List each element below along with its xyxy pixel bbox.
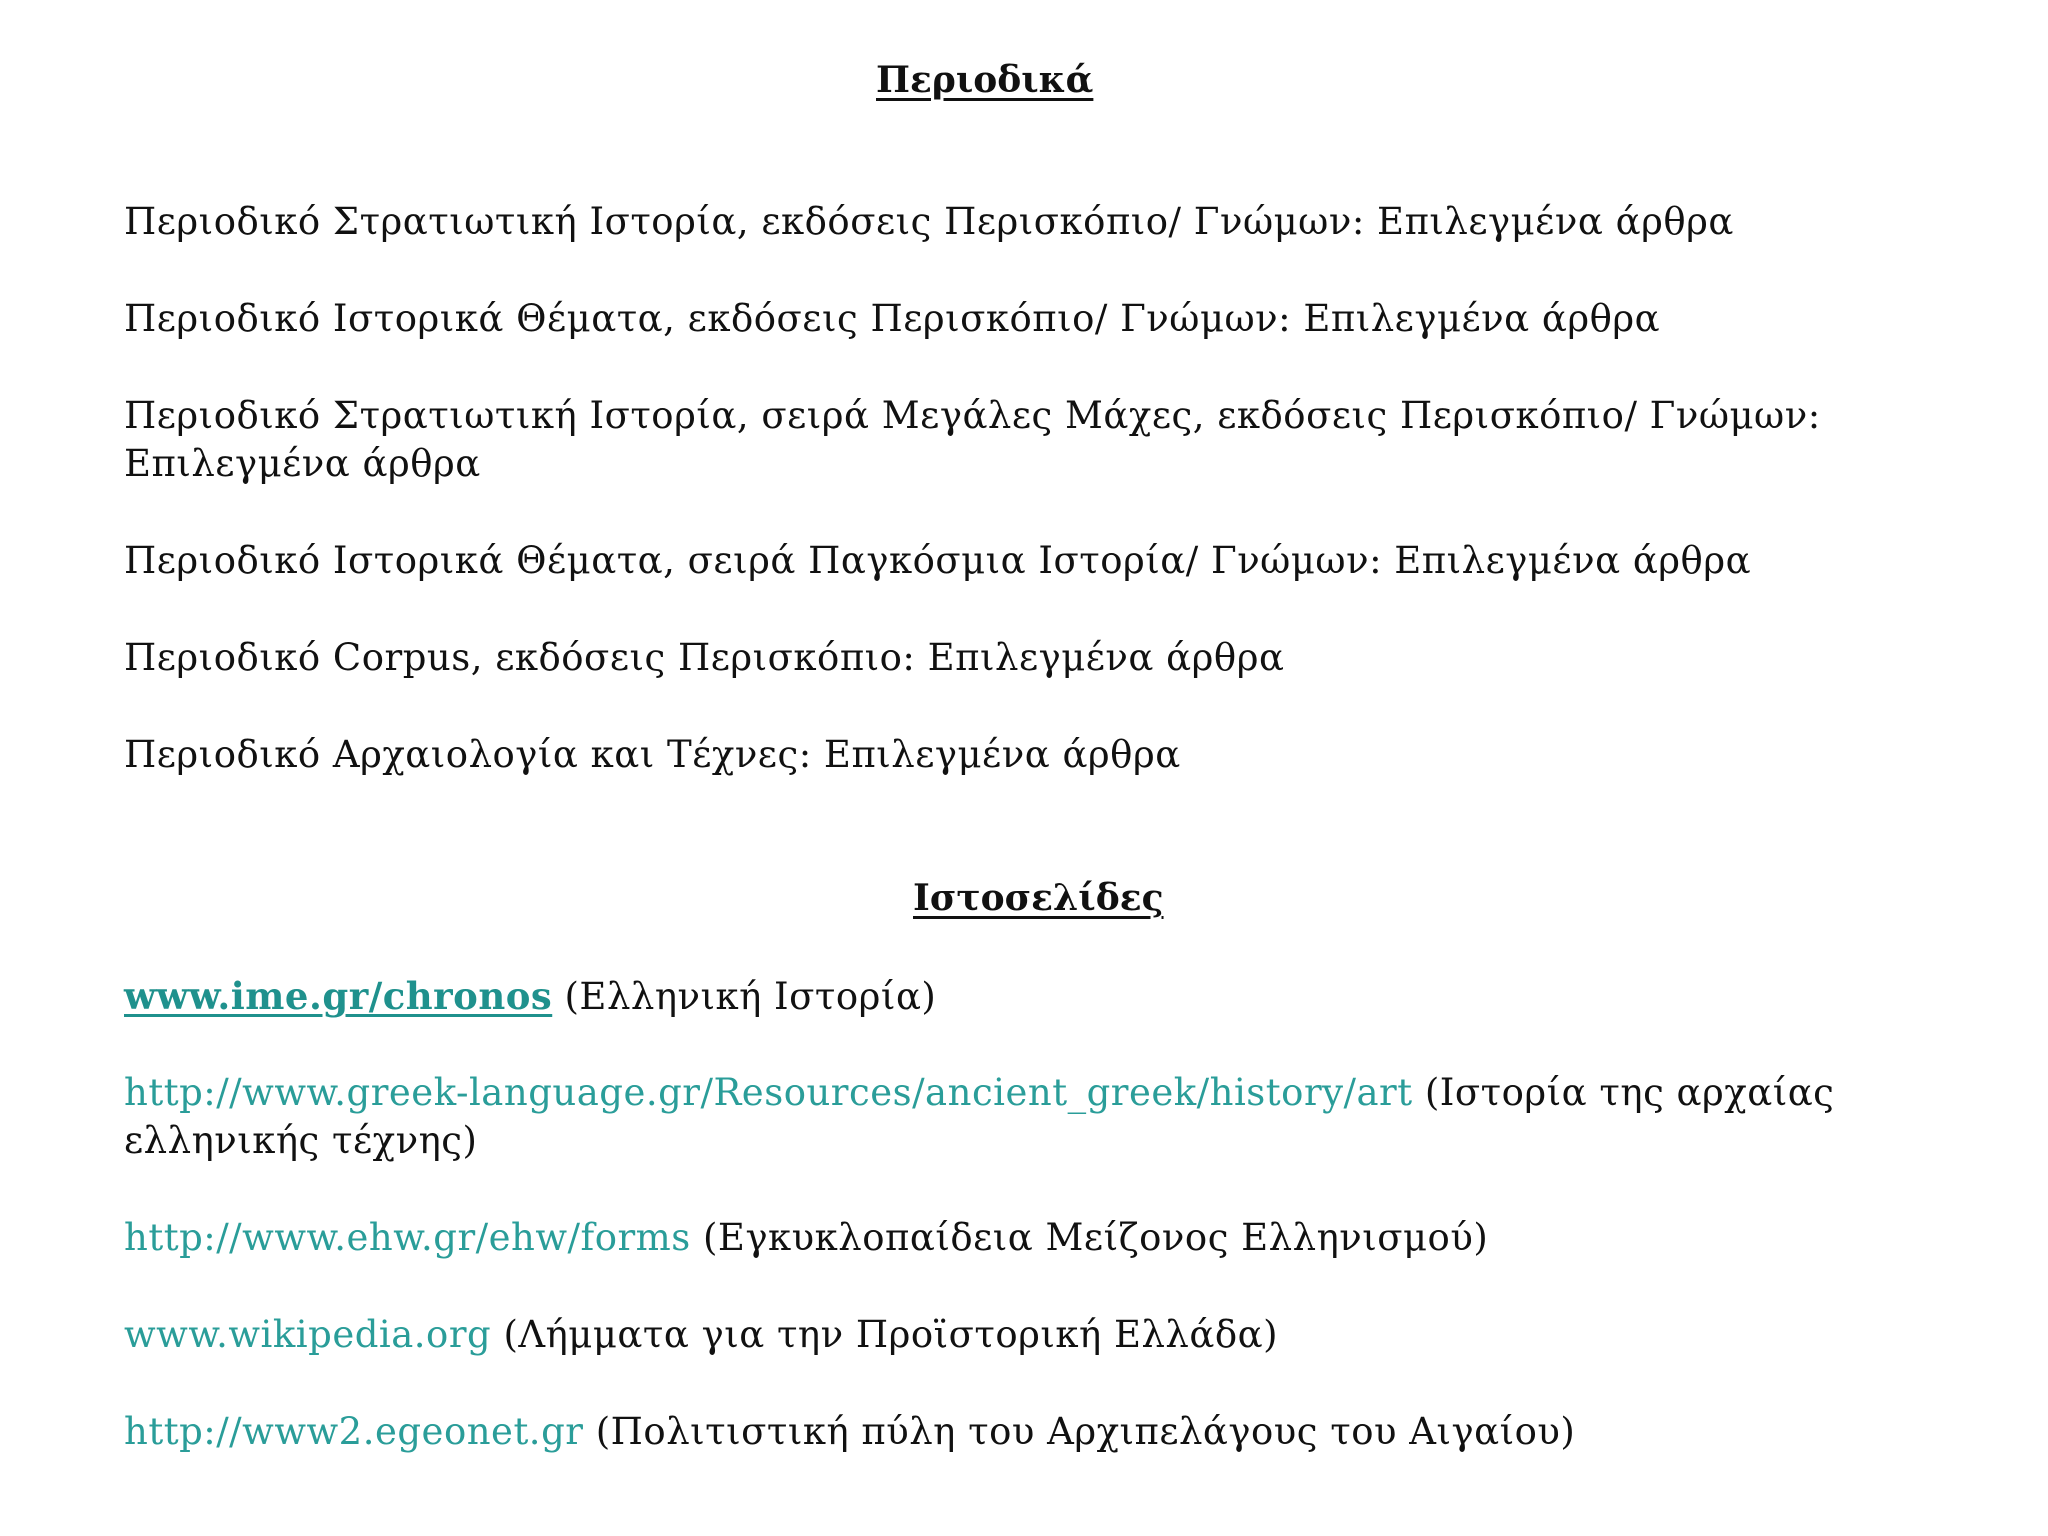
website-link[interactable]: www.wikipedia.org <box>124 1313 492 1356</box>
periodicals-heading: Περιοδικά <box>876 59 1094 101</box>
periodical-item: Περιοδικό Στρατιωτική Ιστορία, εκδόσεις Περισκόπιο/ Γνώμων: Επιλεγμένα άρθρα <box>124 200 1734 243</box>
website-item <box>124 1408 1924 1456</box>
website-item <box>124 1069 1944 1165</box>
website-link[interactable]: http://www.ehw.gr/ehw/forms <box>124 1216 691 1259</box>
website-item <box>124 1311 1924 1359</box>
periodical-item: Περιοδικό Corpus, εκδόσεις Περισκόπιο: Επιλεγμένα άρθρα <box>124 636 1285 679</box>
website-link[interactable]: http://www2.egeonet.gr <box>124 1410 584 1453</box>
website-item <box>124 1214 1924 1262</box>
website-item <box>124 972 1924 1021</box>
website-description: (Ιστορία της αρχαίας ελληνικής τέχνης) <box>124 1071 1835 1162</box>
website-link[interactable]: www.ime.gr/chronos <box>124 974 553 1018</box>
website-description: (Λήμματα για την Προϊστορική Ελλάδα) <box>491 1313 1279 1356</box>
website-link[interactable]: http://www.greek-language.gr/Resources/ancient_greek/history/art <box>124 1071 1413 1114</box>
websites-heading: Ιστοσελίδες <box>913 877 1164 919</box>
periodical-item: Περιοδικό Στρατιωτική Ιστορία, σειρά Μεγάλες Μάχες, εκδόσεις Περισκόπιο/ Γνώμων: Επιλεγμένα άρθρα <box>124 394 1821 485</box>
periodical-item: Περιοδικό Αρχαιολογία και Τέχνες: Επιλεγμένα άρθρα <box>124 733 1181 776</box>
website-description: (Εγκυκλοπαίδεια Μείζονος Ελληνισμού) <box>690 1216 1489 1259</box>
website-description: (Πολιτιστική πύλη του Αρχιπελάγους του Αιγαίου) <box>583 1410 1576 1453</box>
periodical-item: Περιοδικό Ιστορικά Θέματα, εκδόσεις Περισκόπιο/ Γνώμων: Επιλεγμένα άρθρα <box>124 297 1661 340</box>
website-description: (Ελληνική Ιστορία) <box>552 975 937 1018</box>
periodical-item: Περιοδικό Ιστορικά Θέματα, σειρά Παγκόσμια Ιστορία/ Γνώμων: Επιλεγμένα άρθρα <box>124 539 1752 582</box>
